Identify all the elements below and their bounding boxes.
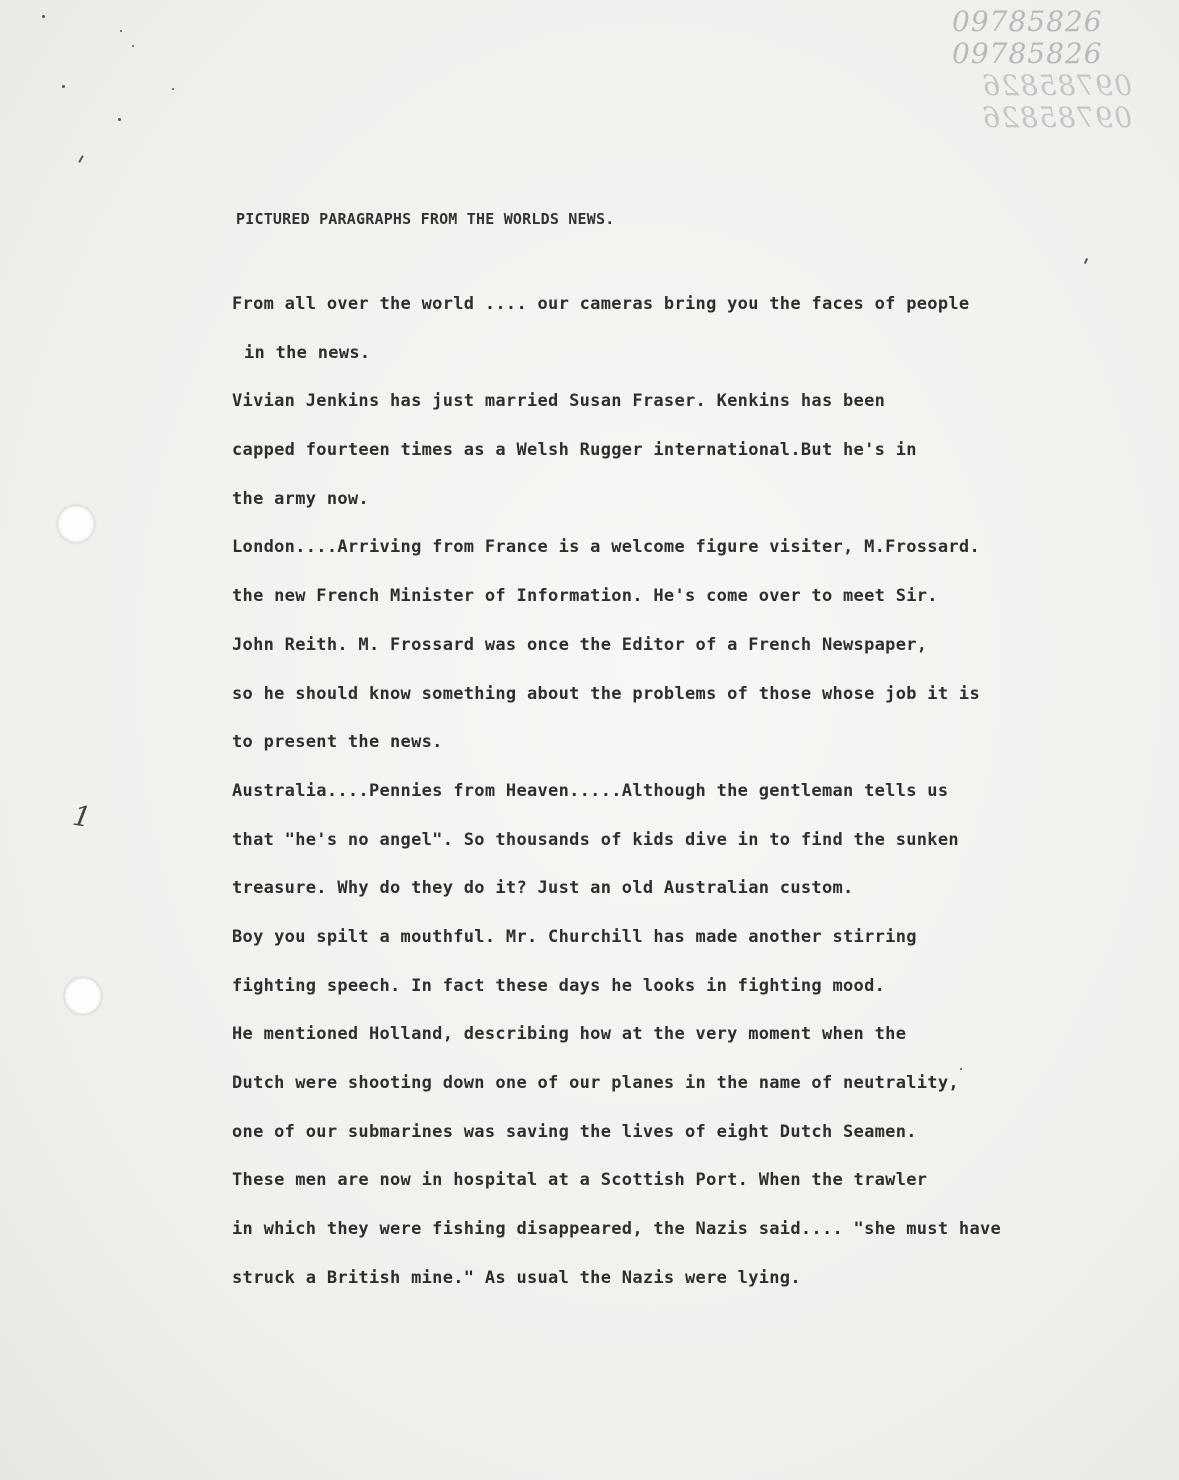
- text-line: These men are now in hospital at a Scottish Port. When the trawler: [232, 1170, 928, 1191]
- text-line: in the news.: [244, 342, 371, 363]
- text-line: London....Arriving from France is a welcome figure visiter, M.Frossard.: [232, 537, 980, 558]
- text-line: struck a British mine." As usual the Nazis were lying.: [232, 1267, 801, 1288]
- text-line: the new French Minister of Information. He's come over to meet Sir.: [232, 586, 938, 607]
- text-line: in which they were fishing disappeared, the Nazis said.... "she must have: [232, 1219, 1002, 1240]
- dust-speck: [120, 30, 122, 32]
- dust-speck: [118, 118, 121, 121]
- text-line: From all over the world .... our cameras bring you the faces of people: [232, 294, 970, 314]
- archive-number: 09785826: [981, 101, 1132, 134]
- text-line: the army now.: [232, 488, 369, 509]
- text-line: He mentioned Holland, describing how at the very moment when the: [232, 1024, 907, 1045]
- text-line: John Reith. M. Frossard was once the Editor of a French Newspaper,: [232, 634, 928, 655]
- text-line: Dutch were shooting down one of our planes in the name of neutrality,: [232, 1073, 959, 1093]
- text-line: to present the news.: [232, 732, 443, 753]
- text-line: Vivian Jenkins has just married Susan Fraser. Kenkins has been: [232, 391, 886, 412]
- text-line: fighting speech. In fact these days he looks in fighting mood.: [232, 975, 886, 996]
- punch-hole-top: [57, 505, 95, 543]
- text-line: one of our submarines was saving the lives of eight Dutch Seamen.: [232, 1121, 917, 1142]
- text-line: that "he's no angel". So thousands of kids dive in to find the sunken: [232, 829, 959, 850]
- typed-document: [232, 210, 1152, 1302]
- archive-number: 09785826: [952, 5, 1103, 38]
- margin-pencil-mark: 1: [70, 798, 94, 835]
- document-title: PICTURED PARAGRAPHS FROM THE WORLDS NEWS.: [236, 210, 615, 228]
- dust-speck: [172, 88, 174, 90]
- punch-hole-bottom: [64, 977, 102, 1015]
- dust-speck: [132, 45, 134, 47]
- archive-stamp: [952, 6, 1132, 134]
- text-line: capped fourteen times as a Welsh Rugger international.But he's in: [232, 440, 917, 461]
- dust-speck: [78, 155, 84, 163]
- dust-speck: [62, 85, 65, 88]
- archive-number: 09785826: [981, 69, 1132, 102]
- text-line: Boy you spilt a mouthful. Mr. Churchill has made another stirring: [232, 926, 917, 947]
- archive-number: 09785826: [952, 37, 1103, 70]
- text-line: treasure. Why do they do it? Just an old Australian custom.: [232, 878, 854, 899]
- text-line: Australia....Pennies from Heaven.....Although the gentleman tells us: [232, 780, 949, 801]
- text-line: so he should know something about the problems of those whose job it is: [232, 683, 980, 704]
- dust-speck: [42, 15, 45, 18]
